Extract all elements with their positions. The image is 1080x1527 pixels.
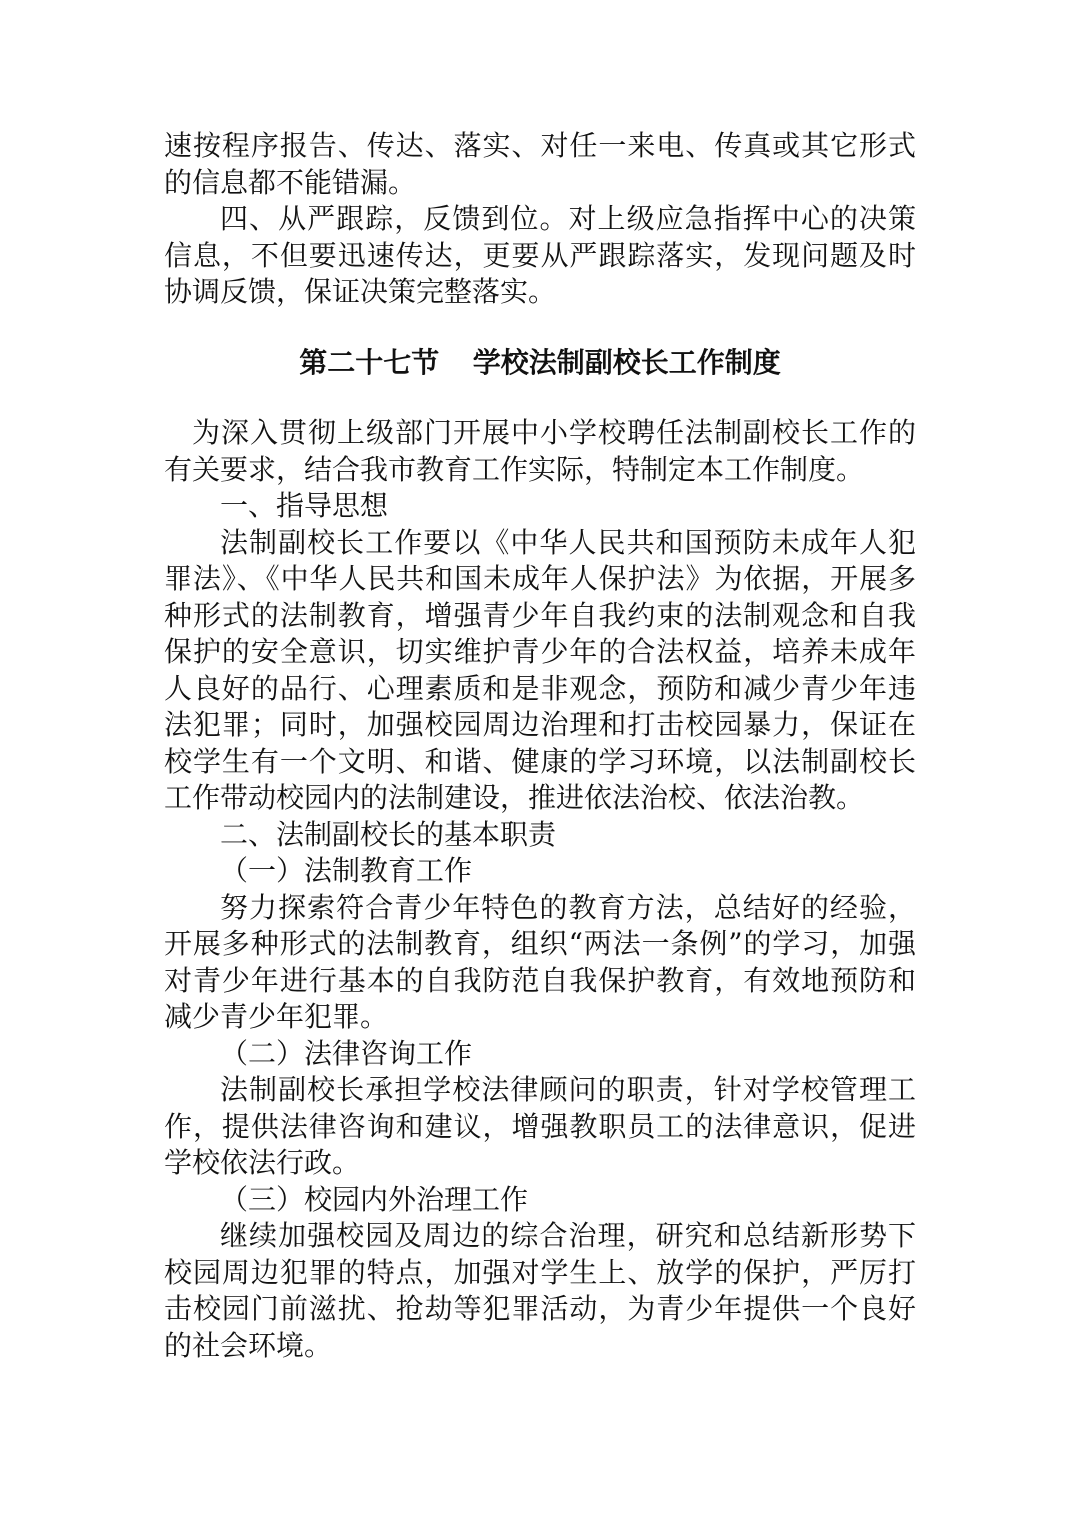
legal-consulting-paragraph: 法制副校长承担学校法律顾问的职责，针对学校管理工作，提供法律咨询和建议，增强教职员工的法律意识，促进学校依法行政。 — [164, 1073, 916, 1179]
section-title-text: 学校法制副校长工作制度 — [472, 345, 781, 379]
section-title-number: 第二十七节 — [299, 345, 440, 379]
intro-paragraph: 为深入贯彻上级部门开展中小学校聘任法制副校长工作的有关要求，结合我市教育工作实际，特制定本工作制度。 — [164, 416, 916, 486]
document-page — [164, 128, 916, 1364]
campus-governance-paragraph: 继续加强校园及周边的综合治理，研究和总结新形势下校园周边犯罪的特点，加强对学生上、放学的保护，严厉打击校园门前滋扰、抢劫等犯罪活动，为青少年提供一个良好的社会环境。 — [164, 1219, 916, 1362]
legal-education-paragraph: 努力探索符合青少年特色的教育方法，总结好的经验，开展多种形式的法制教育，组织“两法一条例”的学习，加强对青少年进行基本的自我防范自我保护教育，有效地预防和减少青少年犯罪。 — [164, 890, 916, 1033]
sub-heading-legal-consulting: （二）法律咨询工作 — [220, 1036, 473, 1070]
section-title — [164, 345, 916, 382]
sub-heading-legal-education: （一）法制教育工作 — [220, 854, 473, 887]
point-four-paragraph: 四、从严跟踪，反馈到位。对上级应急指挥中心的决策信息，不但要迅速传达，更要从严跟踪落实，发现问题及时协调反馈，保证决策完整落实。 — [164, 202, 916, 308]
carryover-paragraph: 速按程序报告、传达、落实、对任一来电、传真或其它形式的信息都不能错漏。 — [164, 129, 916, 199]
heading-guiding-thought: 一、指导思想 — [220, 489, 389, 522]
guiding-paragraph: 法制副校长工作要以《中华人民共和国预防未成年人犯罪法》、《中华人民共和国未成年人保护法》为依据，开展多种形式的法制教育，增强青少年自我约束的法制观念和自我保护的安全意识，切实维护青少年的合法权益，培养未成年人良好的品行、心理素质和是非观念，预防和减少青少年违法犯罪；同时，加强校园周边治理和打击校园暴力，保证在校学生有一个文明、和谐、健康的学习环境，以法制副校长工作带动校园内的法制建设，推进依法治校、依法治教。 — [164, 525, 916, 814]
sub-heading-campus-governance: （三）校园内外治理工作 — [220, 1182, 529, 1216]
heading-basic-duties: 二、法制副校长的基本职责 — [220, 817, 557, 851]
